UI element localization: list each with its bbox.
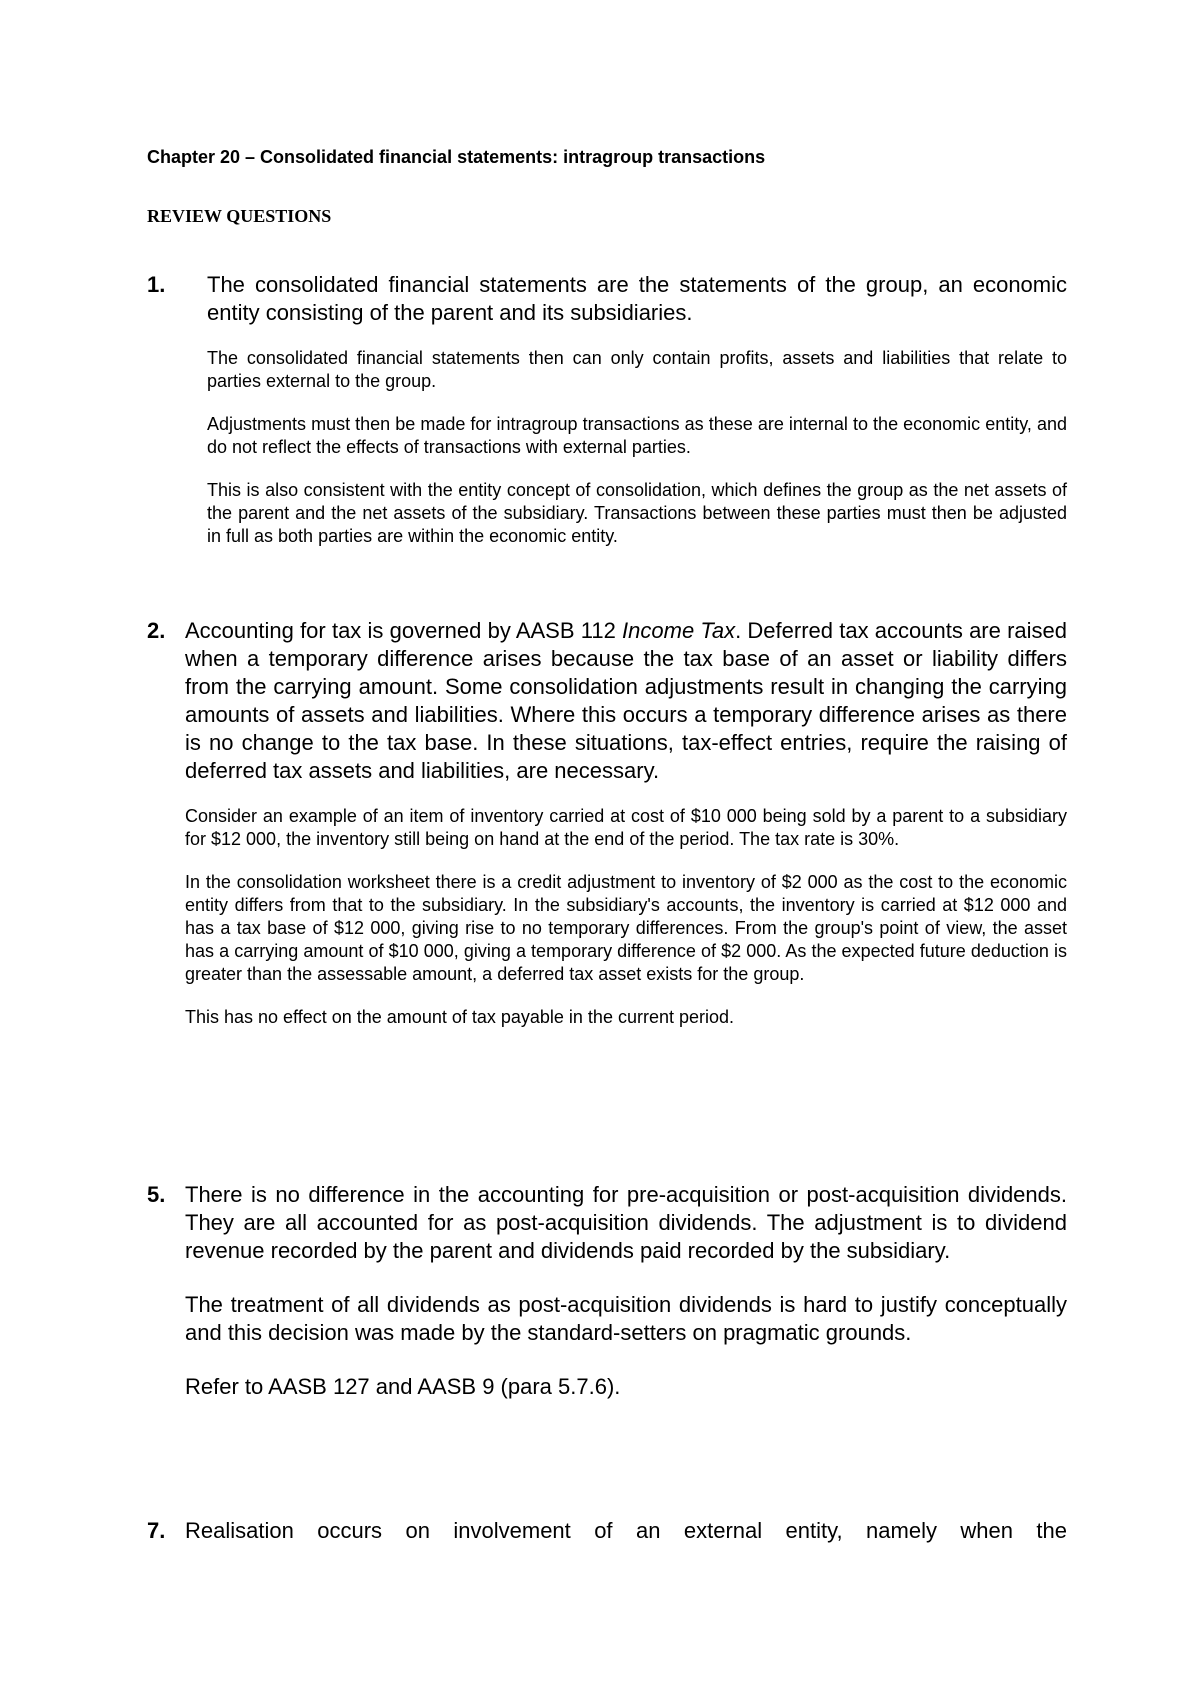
question-number: 1. — [147, 272, 166, 297]
question-lead: The consolidated financial statements are the statements of the group, an economic entity consisting of the parent and its subsidiaries. — [207, 272, 1067, 325]
question-lead: Realisation occurs on involvement of an external entity, namely when the — [185, 1518, 1067, 1543]
chapter-title: Chapter 20 – Consolidated financial statements: intragroup transactions — [147, 147, 766, 167]
lead-text: Accounting for tax is governed by AASB 112 — [185, 618, 623, 643]
paragraph: This is also consistent with the entity concept of consolidation, which defines the group as the net assets of the parent and the net assets of the subsidiary. Transactions between these parties must then be adjusted in full as both parties are within the economic entity. — [207, 480, 1067, 546]
question-lead — [185, 617, 1067, 785]
lead-text: . Deferred tax accounts are raised when a temporary difference arises because the tax base of an asset or liability differs from the carrying amount. Some consolidation adjustments result in changing the carrying amounts of assets and liabilities. Where this occurs a temporary difference arises as there is no change to the tax base. In these situations, tax-effect entries, require the raising of deferred tax assets and liabilities, are necessary. — [185, 618, 1067, 783]
question-body — [207, 271, 1067, 548]
question-lead: There is no difference in the accounting for pre-acquisition or post-acquisition dividends. They are all accounted for as post-acquisition dividends. The adjustment is to dividend revenue recorded by the parent and dividends paid recorded by the subsidiary. — [185, 1182, 1067, 1263]
section-heading: REVIEW QUESTIONS — [147, 206, 332, 226]
paragraph: The treatment of all dividends as post-acquisition dividends is hard to justify conceptually and this decision was made by the standard-setters on pragmatic grounds. — [185, 1292, 1067, 1345]
question-number: 2. — [147, 618, 166, 643]
question-number: 7. — [147, 1518, 166, 1543]
paragraph: In the consolidation worksheet there is a credit adjustment to inventory of $2 000 as the cost to the economic entity differs from that to the subsidiary. In the subsidiary's accounts, the inventory is carried at $12 000 and has a tax base of $12 000, giving rise to no temporary differences. From the group's point of view, the asset has a carrying amount of $10 000, giving a temporary difference of $2 000. As the expected future deduction is greater than the assessable amount, a deferred tax asset exists for the group. — [185, 872, 1067, 984]
question-body — [185, 617, 1067, 1029]
question-number: 5. — [147, 1182, 166, 1207]
question-body — [185, 1181, 1067, 1401]
paragraph: Adjustments must then be made for intragroup transactions as these are internal to the economic entity, and do not reflect the effects of transactions with external parties. — [207, 414, 1067, 457]
paragraph: Refer to AASB 127 and AASB 9 (para 5.7.6). — [185, 1374, 621, 1399]
paragraph: Consider an example of an item of inventory carried at cost of $10 000 being sold by a parent to a subsidiary for $12 000, the inventory still being on hand at the end of the period. The tax rate is 30%. — [185, 806, 1067, 849]
question-body — [185, 1517, 1067, 1545]
paragraph: The consolidated financial statements then can only contain profits, assets and liabilities that relate to parties external to the group. — [207, 348, 1067, 391]
standard-title: Income Tax — [622, 618, 736, 643]
paragraph: This has no effect on the amount of tax payable in the current period. — [185, 1007, 735, 1027]
